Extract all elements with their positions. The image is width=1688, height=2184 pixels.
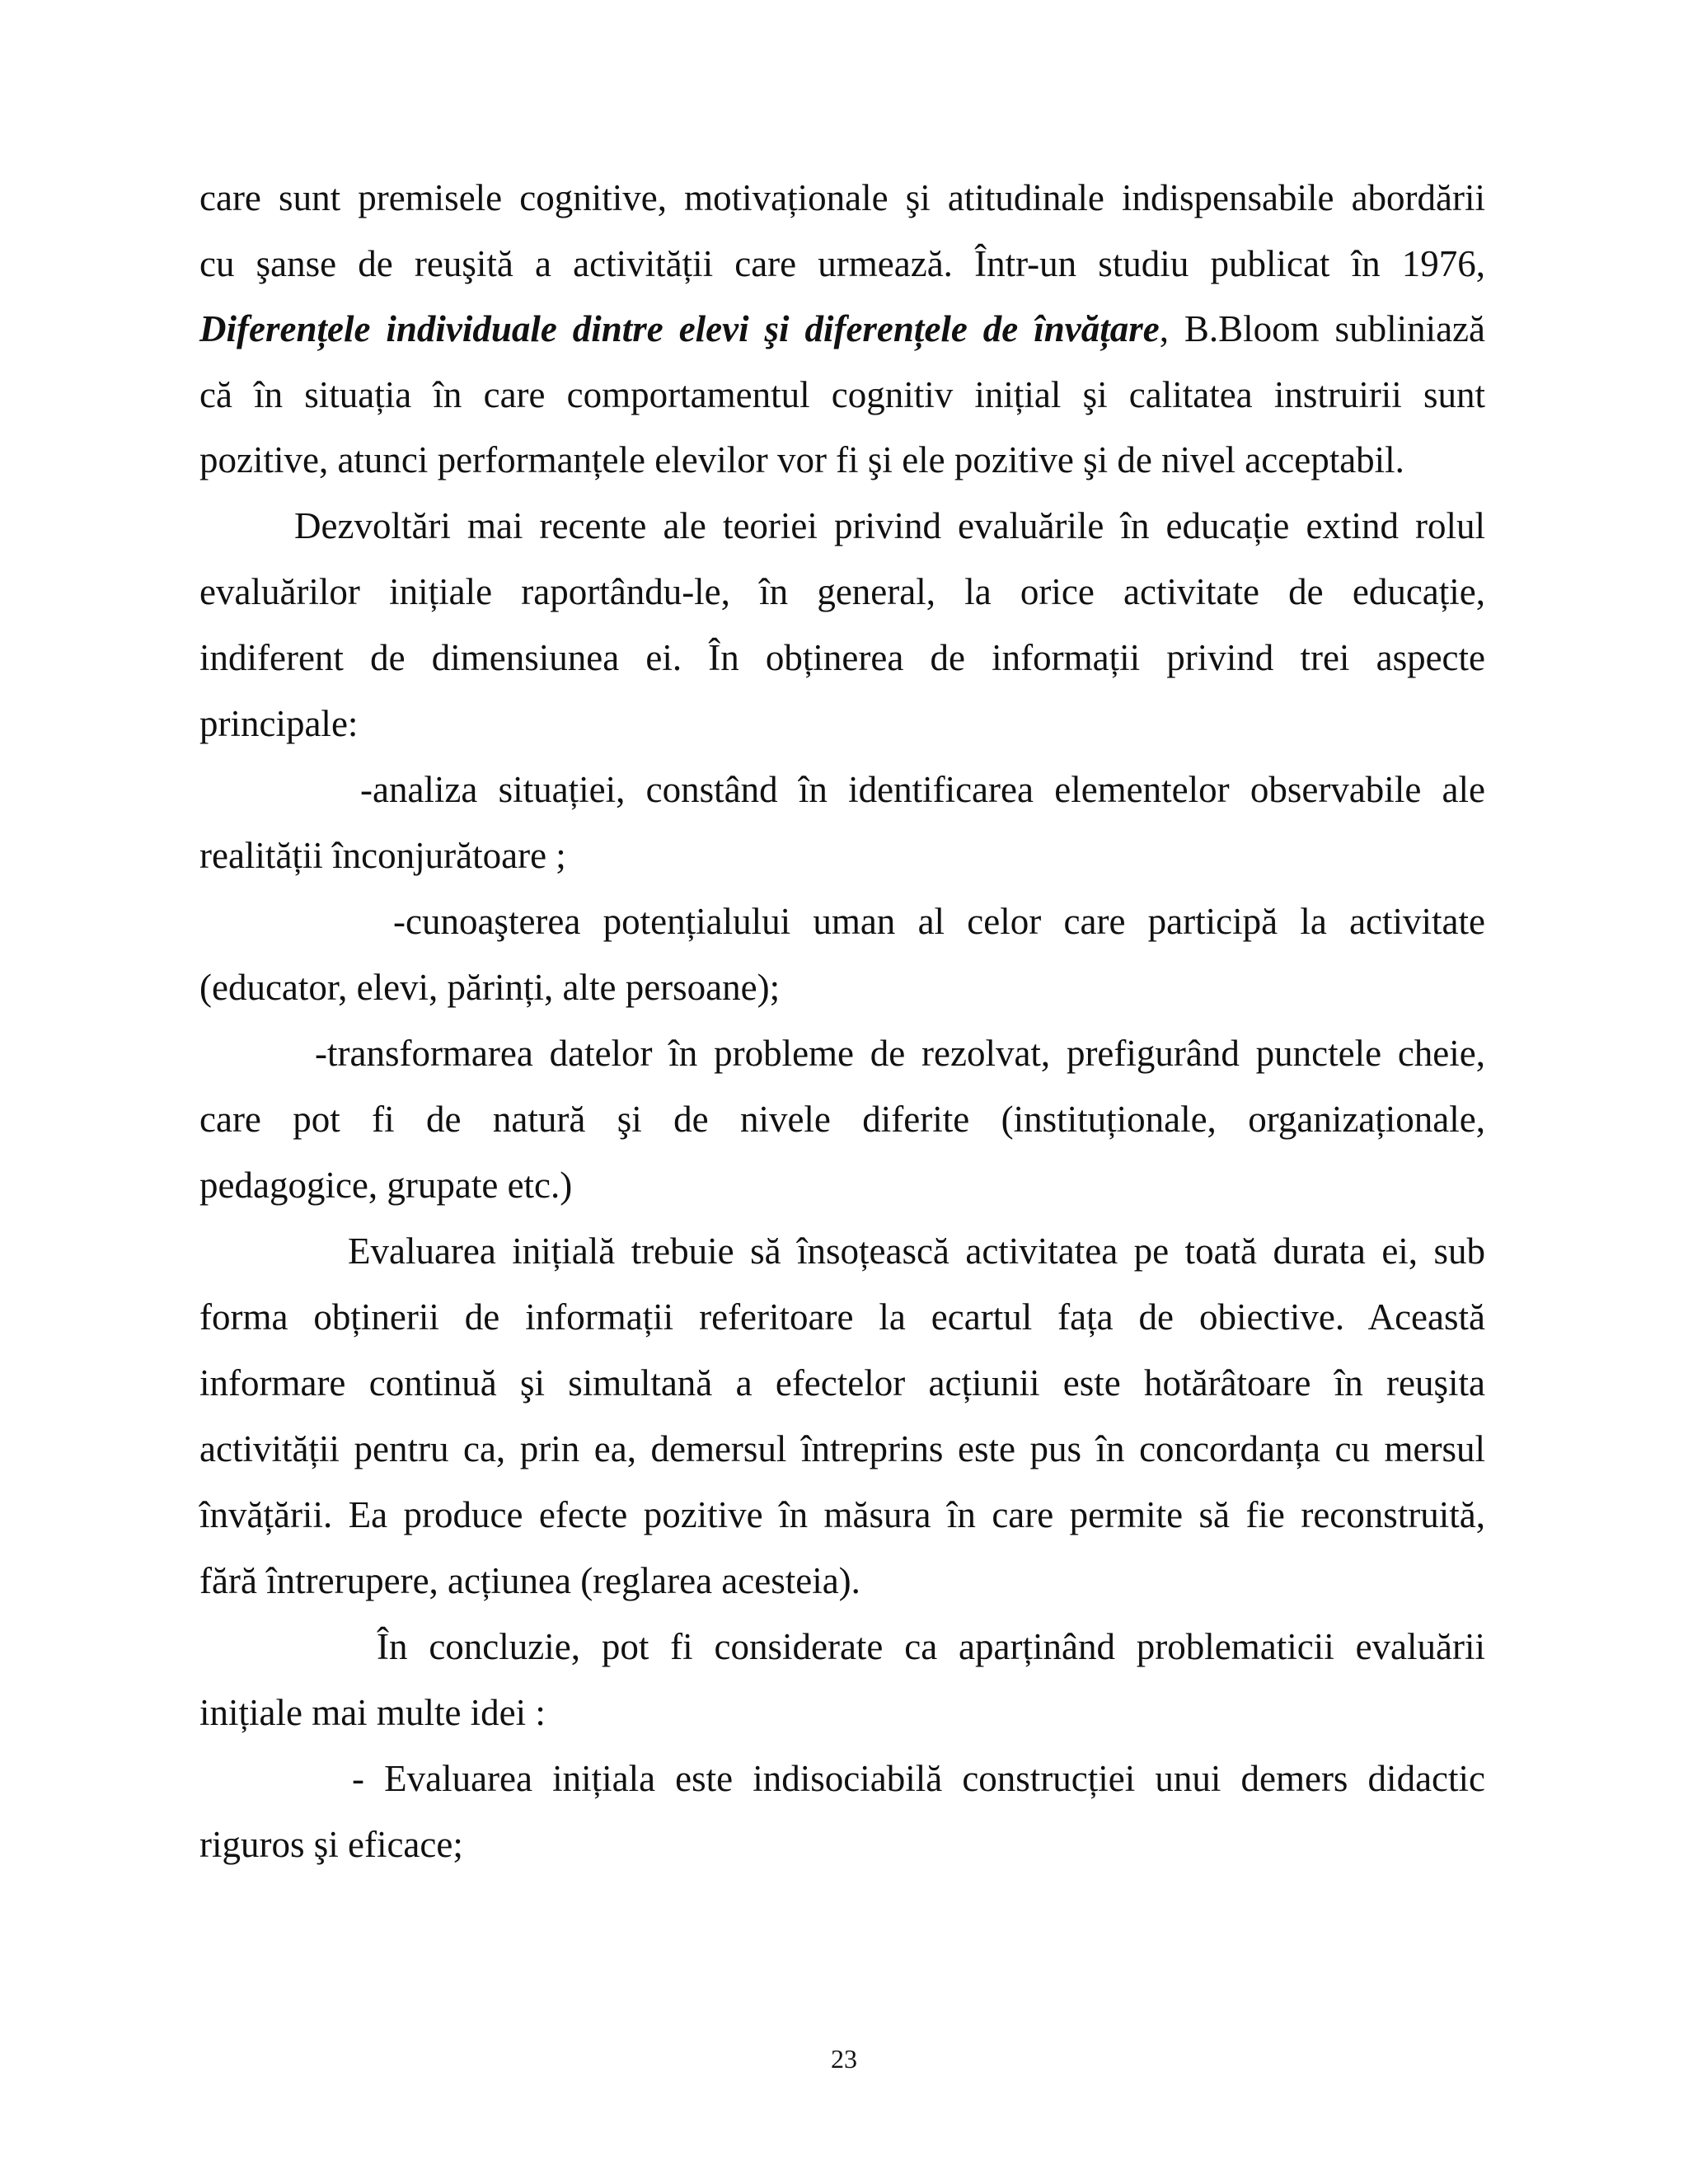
list-item-first-line: -cunoaşterea potențialului uman al celor care participă la activitate bbox=[393, 901, 1485, 942]
text-line bbox=[199, 306, 1485, 352]
paragraph-first-line: Dezvoltări mai recente ale teoriei privind evaluările în educație extind rolul bbox=[294, 505, 1485, 546]
text-line-rest: , B.Bloom subliniază bbox=[1159, 308, 1485, 349]
list-item-first-line: - Evaluarea inițiala este indisociabilă construcției unui demers didactic bbox=[352, 1758, 1485, 1799]
text-line: principale: bbox=[199, 703, 359, 744]
paragraph-first-line: În concluzie, pot fi considerate ca aparținând problematicii evaluării bbox=[377, 1626, 1485, 1667]
text-line: învățării. Ea produce efecte pozitive în măsura în care permite să fie reconstruită, bbox=[199, 1494, 1485, 1535]
text-line: indiferent de dimensiunea ei. În obținerea de informații privind trei aspecte bbox=[199, 637, 1485, 678]
book-title: Diferențele individuale dintre elevi şi diferențele de învățare bbox=[199, 308, 1160, 349]
text-line: fără întrerupere, acțiunea (reglarea acesteia). bbox=[199, 1560, 860, 1601]
text-line: care sunt premisele cognitive, motivaționale şi atitudinale indispensabile abordării bbox=[199, 177, 1485, 218]
text-line: realității înconjurătoare ; bbox=[199, 835, 566, 876]
text-line: care pot fi de natură şi de nivele diferite (instituționale, organizaționale, bbox=[199, 1099, 1485, 1140]
text-line: evaluărilor inițiale raportându-le, în general, la orice activitate de educație, bbox=[199, 571, 1485, 612]
text-line: informare continuă şi simultană a efectelor acțiunii este hotărâtoare în reuşita bbox=[199, 1362, 1485, 1404]
text-line: pozitive, atunci performanțele elevilor vor fi şi ele pozitive şi de nivel acceptabil. bbox=[199, 439, 1404, 480]
text-line: riguros şi eficace; bbox=[199, 1824, 463, 1865]
paragraph-first-line: Evaluarea inițială trebuie să însoțească activitatea pe toată durata ei, sub bbox=[348, 1230, 1485, 1272]
text-line: pedagogice, grupate etc.) bbox=[199, 1165, 573, 1206]
page-number: 23 bbox=[831, 2044, 857, 2074]
text-line: forma obținerii de informații referitoare la ecartul fața de obiective. Această bbox=[199, 1296, 1485, 1338]
text-line: activității pentru ca, prin ea, demersul întreprins este pus în concordanța cu mersul bbox=[199, 1428, 1485, 1469]
text-line: inițiale mai multe idei : bbox=[199, 1692, 546, 1733]
list-item-first-line: -transformarea datelor în probleme de rezolvat, prefigurând punctele cheie, bbox=[315, 1033, 1485, 1074]
text-line: că în situația în care comportamentul cognitiv inițial şi calitatea instruirii sunt bbox=[199, 374, 1485, 415]
list-item-first-line: -analiza situației, constând în identificarea elementelor observabile ale bbox=[360, 769, 1485, 810]
text-line: (educator, elevi, părinți, alte persoane); bbox=[199, 967, 781, 1008]
text-line: cu şanse de reuşită a activității care urmează. Într-un studiu publicat în 1976, bbox=[199, 243, 1485, 284]
